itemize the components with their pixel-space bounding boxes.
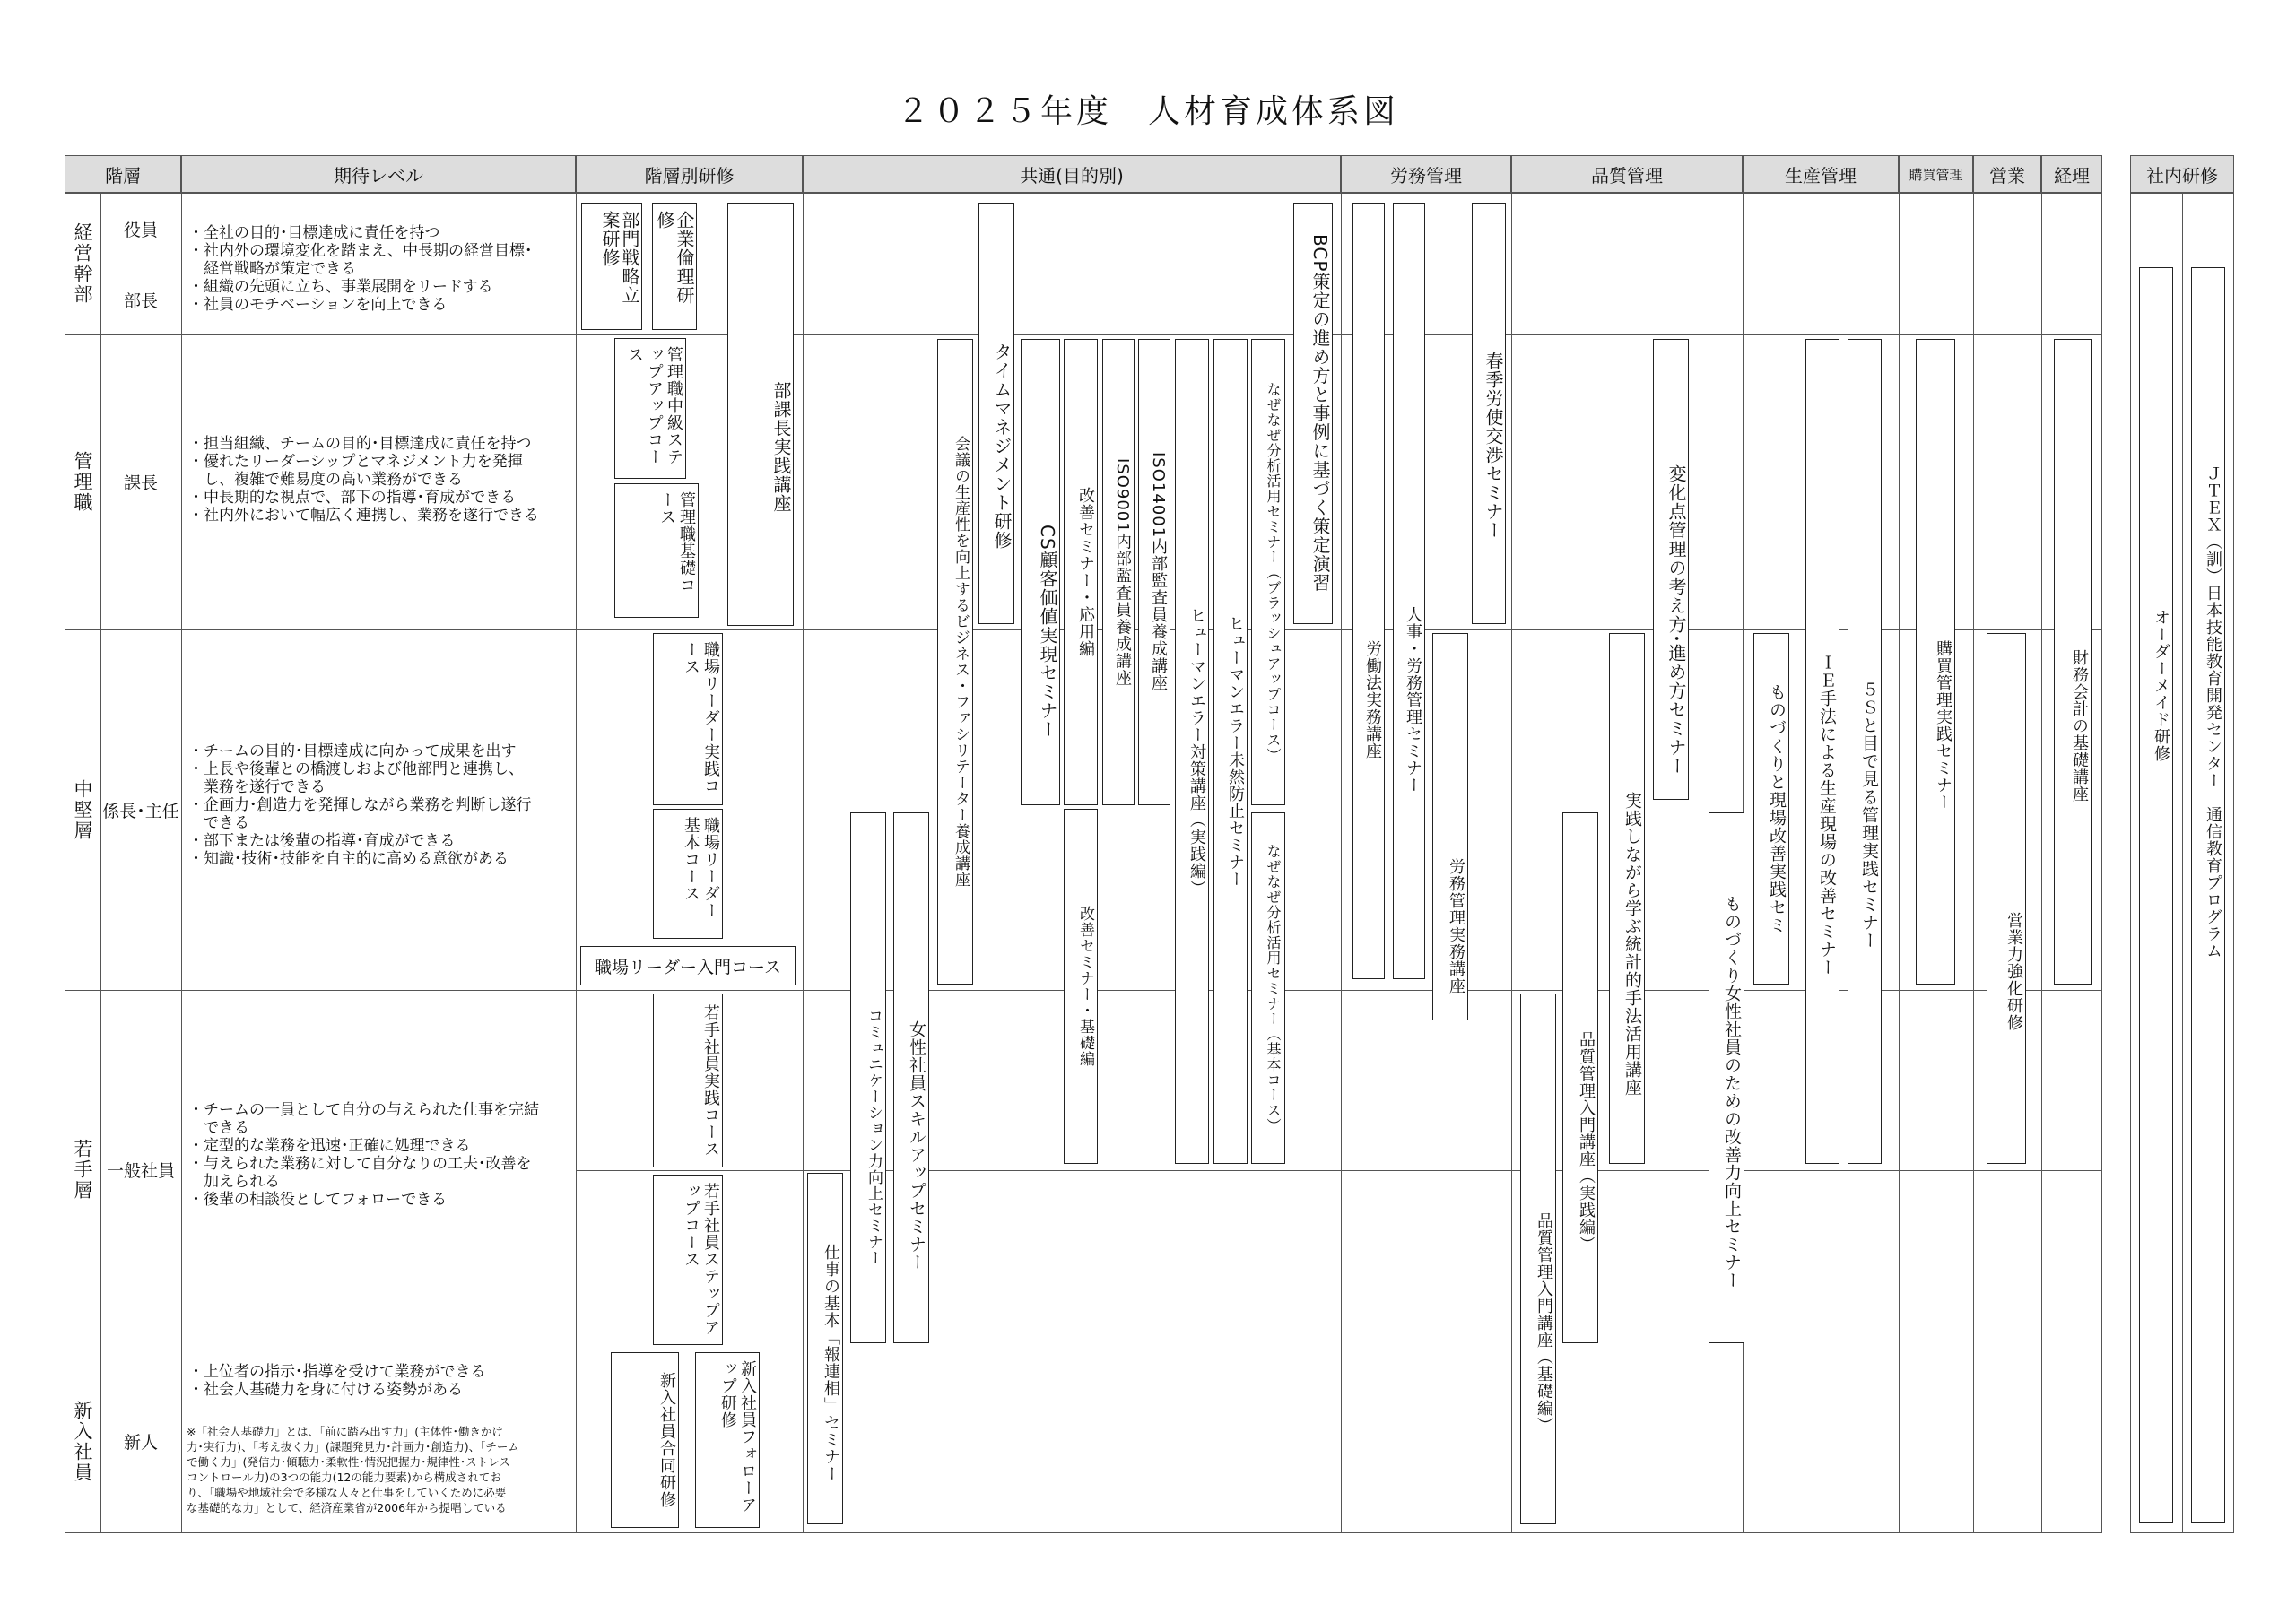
course-ethics: 企業倫理研修 bbox=[652, 203, 697, 330]
header-production: 生産管理 bbox=[1743, 155, 1899, 193]
course-hr-labor: 人事・労務管理セミナー bbox=[1393, 203, 1425, 979]
course-women-kaizen: ものづくり女性社員のための改善力向上セミナー bbox=[1709, 812, 1744, 1343]
expectation-newcomer: ・上位者の指示･指導を受けて業務ができる ・社会人基礎力を身に付ける姿勢がある bbox=[188, 1363, 486, 1399]
course-accounting: 財務会計の基礎講座 bbox=[2054, 339, 2092, 985]
course-spring-negotiation: 春季労使交渉セミナー bbox=[1472, 203, 1506, 624]
course-communication: コミュニケーション力向上セミナー bbox=[850, 812, 886, 1343]
course-young-stepup: 若手社員ステップアップコース bbox=[653, 1175, 723, 1345]
sub-chief: 係長･主任 bbox=[102, 801, 179, 821]
header-purchasing: 購買管理 bbox=[1899, 155, 1973, 193]
header-internal: 社内研修 bbox=[2130, 155, 2234, 193]
course-leader-intro: 職場リーダー入門コース bbox=[580, 946, 796, 985]
header-labor: 労務管理 bbox=[1341, 155, 1511, 193]
course-dept-manager: 部課長実践講座 bbox=[727, 203, 794, 626]
course-time-management: タイムマネジメント研修 bbox=[978, 203, 1014, 624]
course-bcp: BCP策定の進め方と事例に基づく策定演習 bbox=[1293, 203, 1333, 624]
course-young-practice: 若手社員実践コース bbox=[653, 994, 723, 1167]
course-report-basics: 仕事の基本「報連相」セミナー bbox=[807, 1173, 843, 1524]
header-rank-training: 階層別研修 bbox=[576, 155, 803, 193]
header-sales: 営業 bbox=[1973, 155, 2041, 193]
course-women-skillup: 女性社員スキルアップセミナー bbox=[893, 812, 929, 1343]
sub-officer: 役員 bbox=[123, 220, 158, 240]
course-purchasing: 購買管理実践セミナー bbox=[1916, 339, 1955, 985]
header-tier: 階層 bbox=[65, 155, 181, 193]
tier-newcomer: 新入社員 bbox=[72, 1400, 93, 1483]
course-dept-strategy: 部門戦略立案研修 bbox=[581, 203, 642, 330]
course-labor-practice: 労務管理実務講座 bbox=[1432, 633, 1468, 1020]
course-new-joint: 新入社員合同研修 bbox=[611, 1352, 679, 1528]
course-new-followup: 新入社員フォローアップ研修 bbox=[695, 1352, 760, 1528]
course-5s: ５Ｓと目で見る管理実践セミナー bbox=[1848, 339, 1882, 1164]
course-leader-basic: 職場リーダー基本コース bbox=[653, 809, 723, 939]
header-common: 共通(目的別) bbox=[803, 155, 1341, 193]
course-iso14001: ISO14001内部監査員養成講座 bbox=[1138, 339, 1170, 805]
course-leader-practice: 職場リーダー実践コース bbox=[653, 633, 723, 805]
sub-new: 新人 bbox=[123, 1433, 158, 1453]
tier-manager: 管理職 bbox=[72, 451, 93, 513]
expectation-mid: ・チームの目的･目標達成に向かって成果を出す ・上長や後輩との橋渡しおよび他部門と連携し、 業務を遂行できる ・企画力･創造力を発揮しながら業務を判断し遂行 できる ・部下または後輩の指導･育成ができる ・知識･技術･技能を自主的に高める意欲がある bbox=[188, 742, 532, 868]
course-mgr-basic: 管理職基礎コース bbox=[614, 483, 699, 618]
course-jtex: ＪＴＥＸ（訓）日本技能教育開発センター 通信教育プログラム bbox=[2191, 267, 2225, 1523]
page-title: ２０２５年度 人材育成体系図 bbox=[896, 93, 1399, 130]
course-statistics: 実践しながら学ぶ統計的手法活用講座 bbox=[1609, 633, 1645, 1164]
course-kaizen-applied: 改善セミナー・応用編 bbox=[1064, 339, 1098, 805]
course-sales: 営業力強化研修 bbox=[1987, 633, 2026, 1164]
course-qc-intro-basic: 品質管理入門講座（基礎編） bbox=[1520, 994, 1556, 1524]
course-labor-law: 労働法実務講座 bbox=[1352, 203, 1385, 979]
course-change-point: 変化点管理の考え方･進め方セミナー bbox=[1653, 339, 1689, 800]
course-mgr-intermediate: 管理職中級ステップアップコース bbox=[614, 338, 686, 479]
expectation-young: ・チームの一員として自分の与えられた仕事を完結 できる ・定型的な業務を迅速･正確に処理できる ・与えられた業務に対して自分なりの工夫･改善を 加えられる ・後輩の相談役としてフォローできる bbox=[188, 1101, 539, 1209]
tier-young: 若手層 bbox=[72, 1139, 93, 1201]
header-level: 期待レベル bbox=[181, 155, 576, 193]
course-human-error-practice: ヒューマンエラー対策講座（実践編） bbox=[1175, 339, 1209, 1164]
course-why-why-brushup: なぜなぜ分析活用セミナー（ブラッシュアップコース） bbox=[1251, 339, 1285, 805]
course-cs-value: CS顧客価値実現セミナー bbox=[1021, 339, 1060, 805]
social-skills-note: ※「社会人基礎力」とは、「前に踏み出す力」(主体性･働きかけ 力･実行力)、「考え抜く力」(課題発見力･計画力･創造力)、「チーム で働く力」(発信力･傾聴力･柔軟性･情況把握力･規律性･ストレス コントロール力)の3つの能力(12の能力要素)から構成されてお り、「職場や地域社会で多様な人々と仕事をしていくために必要 な基礎的な力」として、経済産業省が2006年から提唱している bbox=[187, 1425, 519, 1515]
sub-general: 一般社員 bbox=[106, 1161, 175, 1181]
expectation-executive: ・全社の目的･目標達成に責任を持つ ・社内外の環境変化を踏まえ、中長期の経営目標･ 経営戦略が策定できる ・組織の先頭に立ち、事業展開をリードする ・社員のモチベーションを向上できる bbox=[188, 224, 533, 314]
sub-section-chief: 課長 bbox=[123, 473, 158, 493]
course-facilitator: 会議の生産性を向上するビジネス・ファシリテーター養成講座 bbox=[937, 339, 973, 985]
header-quality: 品質管理 bbox=[1511, 155, 1743, 193]
course-human-error-prevent: ヒューマンエラー未然防止セミナー bbox=[1213, 339, 1248, 1164]
course-monozukuri-kaizen: ものづくりと現場改善実践セミ bbox=[1753, 633, 1789, 985]
sub-director: 部長 bbox=[123, 291, 158, 311]
course-iso9001: ISO9001内部監査員養成講座 bbox=[1102, 339, 1135, 805]
tier-executive: 経営幹部 bbox=[72, 222, 93, 305]
header-accounting: 経理 bbox=[2041, 155, 2102, 193]
course-ie-method: ＩＥ手法による生産現場の改善セミナー bbox=[1805, 339, 1839, 1164]
course-order-made: オーダーメイド研修 bbox=[2139, 267, 2173, 1523]
course-qc-intro-practice: 品質管理入門講座（実践編） bbox=[1562, 812, 1598, 1343]
expectation-manager: ・担当組織、チームの目的･目標達成に責任を持つ ・優れたリーダーシップとマネジメント力を発揮 し、複雑で難易度の高い業務ができる ・中長期的な視点で、部下の指導･育成ができる ・社内外において幅広く連携し、業務を遂行できる bbox=[188, 435, 539, 525]
tier-mid: 中堅層 bbox=[72, 778, 93, 841]
course-why-why-basic: なぜなぜ分析活用セミナー（基本コース） bbox=[1251, 812, 1285, 1164]
course-kaizen-basic: 改善セミナー・基礎編 bbox=[1064, 809, 1098, 1164]
